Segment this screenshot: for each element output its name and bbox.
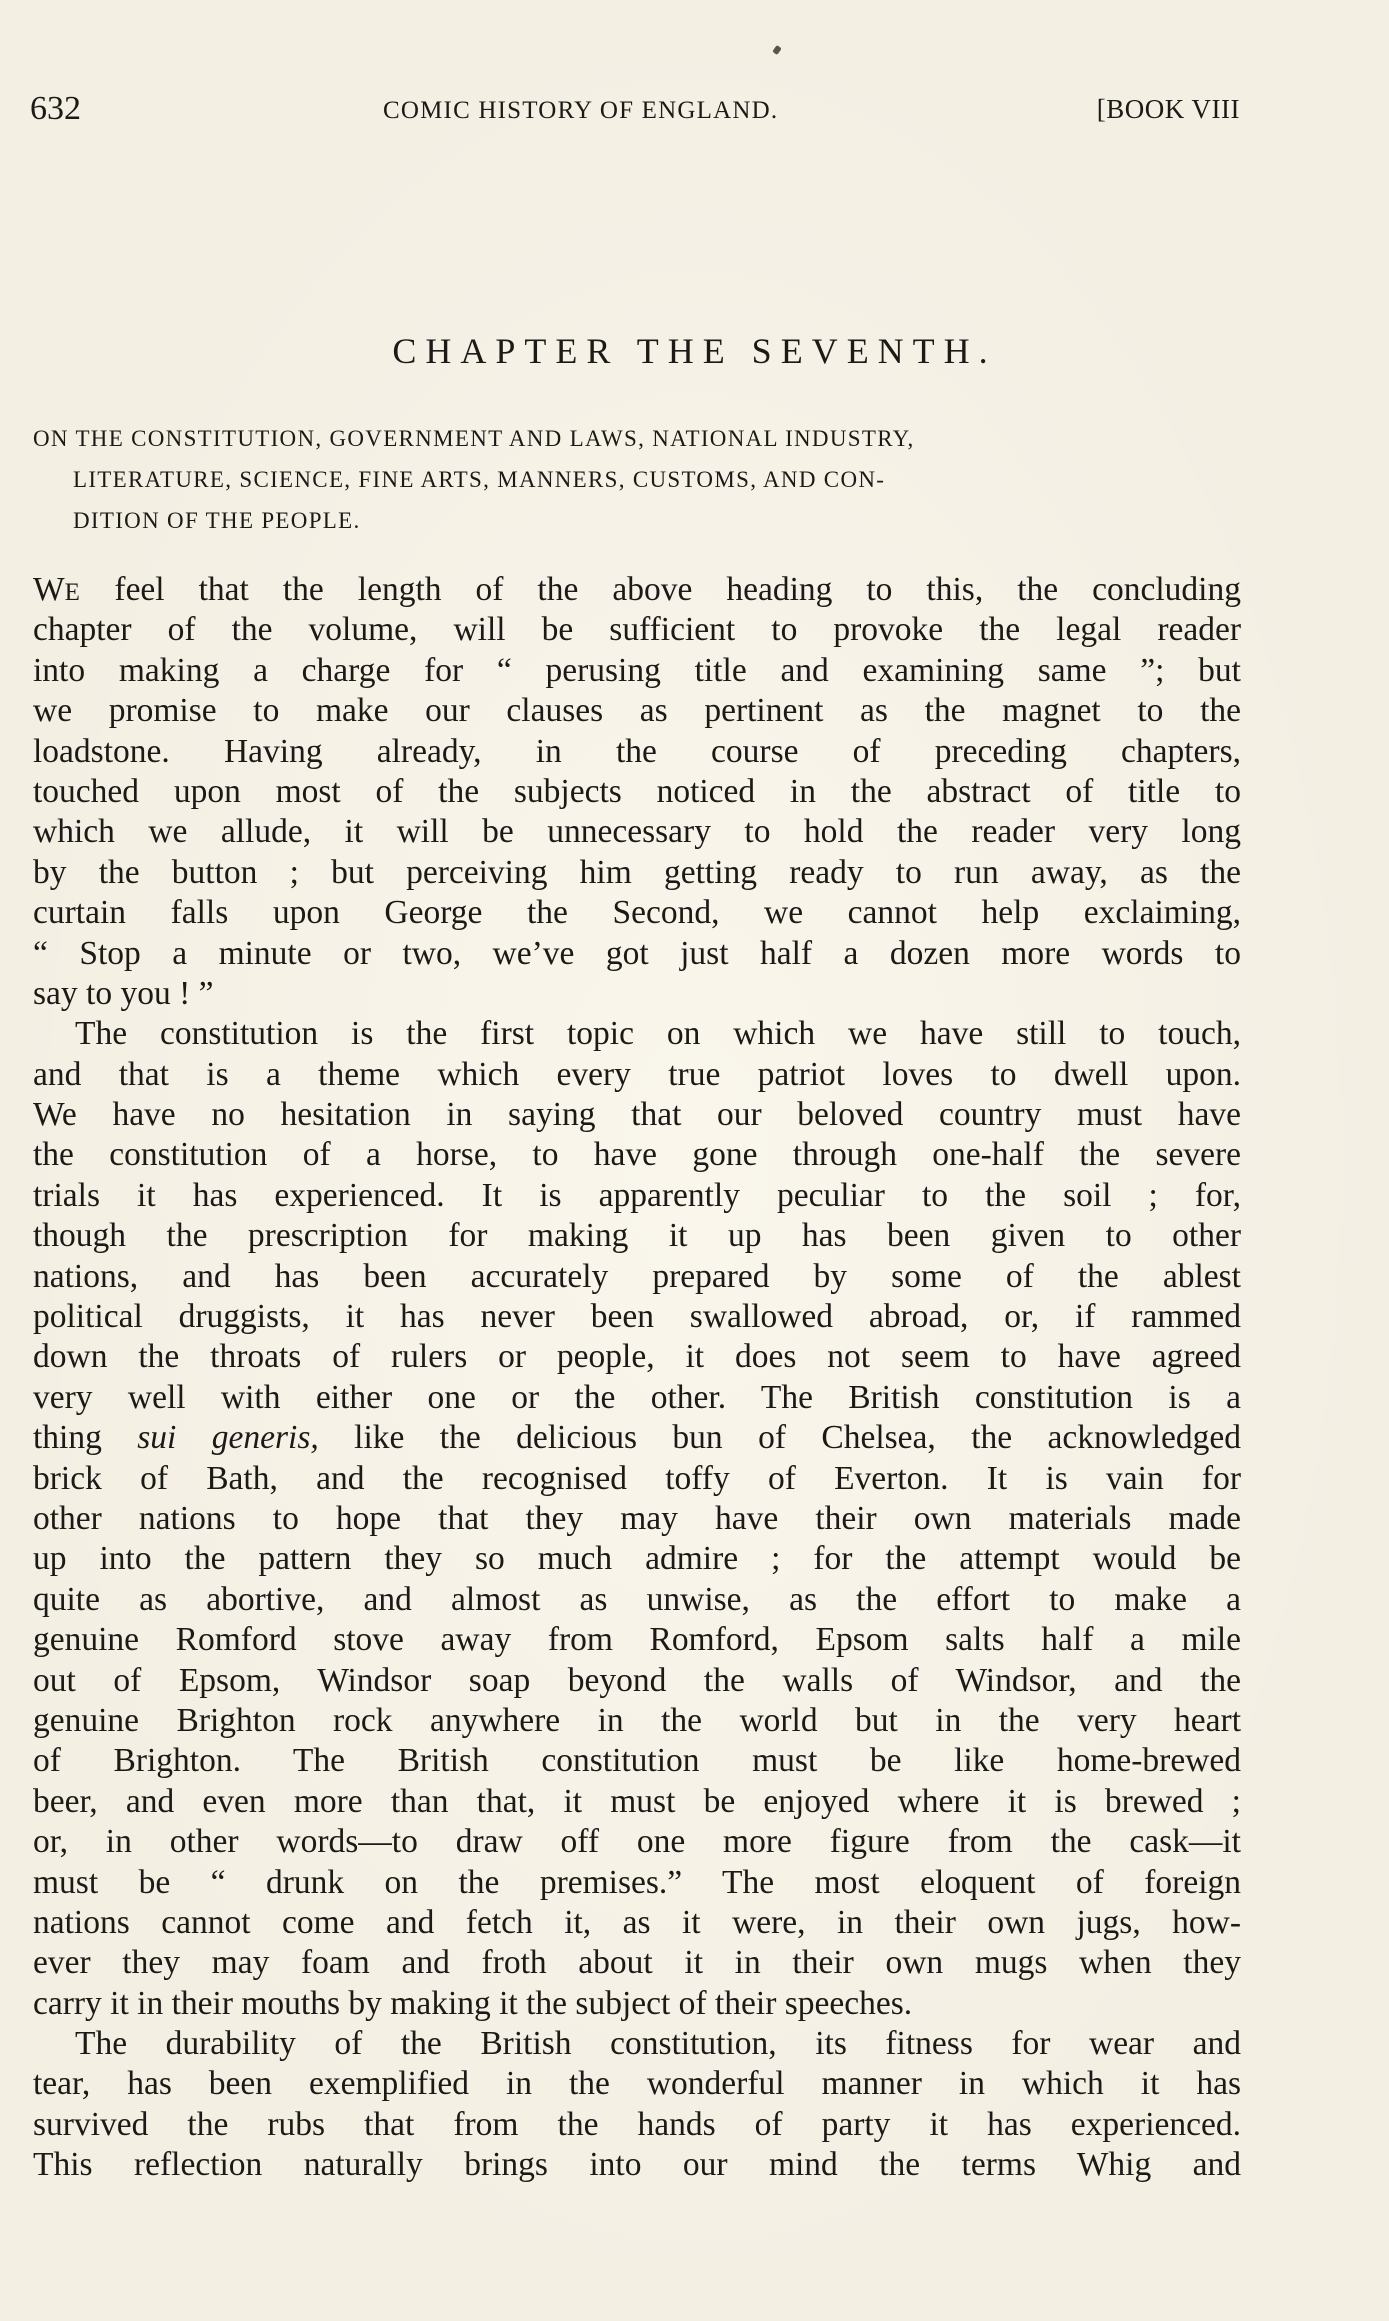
text-line: loadstone. Having already, in the course of preceding chapters, [33,732,1241,770]
text-line: curtain falls upon George the Second, we cannot help exclaiming, [33,894,1241,932]
text-line: brick of Bath, and the recognised toffy of Everton. It is vain for [33,1459,1241,1497]
text-line: thing sui generis, like the delicious bun of Chelsea, the acknowledged [33,1419,1241,1457]
text-line: The durability of the British constitution, its fitness for wear and [75,2025,1241,2063]
text-line: out of Epsom, Windsor soap beyond the walls of Windsor, and the [33,1661,1241,1699]
text-line: chapter of the volume, will be sufficient to provoke the legal reader [33,611,1241,649]
text-line: though the prescription for making it up has been given to other [33,1217,1241,1255]
text-line: up into the pattern they so much admire ; for the attempt would be [33,1540,1241,1578]
ink-speck [772,45,782,55]
page-number: 632 [30,90,81,127]
subtitle-line: LITERATURE, SCIENCE, FINE ARTS, MANNERS, CUSTOMS, AND CON- [73,467,886,492]
text-line: or, in other words—to draw off one more figure from the cask—it [33,1823,1241,1861]
body-text [33,570,1241,2186]
text-line: which we allude, it will be unnecessary to hold the reader very long [33,813,1241,851]
text-line: “ Stop a minute or two, we’ve got just half a dozen more words to [33,934,1241,972]
text-line: genuine Brighton rock anywhere in the world but in the very heart [33,1701,1241,1739]
text-line: The constitution is the first topic on which we have still to touch, [75,1015,1241,1053]
text-line: other nations to hope that they may have their own materials made [33,1499,1241,1537]
text-line: and that is a theme which every true patriot loves to dwell upon. [33,1055,1241,1093]
chapter-title: CHAPTER THE SEVENTH. [392,331,997,371]
text-line: the constitution of a horse, to have gone through one-half the severe [33,1136,1241,1174]
text-line: nations cannot come and fetch it, as it were, in their own jugs, how- [33,1903,1241,1941]
text-line: trials it has experienced. It is apparently peculiar to the soil ; for, [33,1176,1241,1214]
text-line: survived the rubs that from the hands of party it has experienced. [33,2105,1241,2143]
running-title: COMIC HISTORY OF ENGLAND. [383,97,779,124]
subtitle-line: ON THE CONSTITUTION, GOVERNMENT AND LAWS, NATIONAL INDUSTRY, [33,426,915,451]
text-line: This reflection naturally brings into our mind the terms Whig and [33,2146,1241,2184]
text-line: beer, and even more than that, it must be enjoyed where it is brewed ; [33,1782,1241,1820]
text-line: down the throats of rulers or people, it does not seem to have agreed [33,1338,1241,1376]
text-line: very well with either one or the other. The British constitution is a [33,1378,1241,1416]
text-line: by the button ; but perceiving him getting ready to run away, as the [33,853,1241,891]
text-line: we promise to make our clauses as pertinent as the magnet to the [33,692,1241,730]
text-line: WE feel that the length of the above heading to this, the concluding [33,571,1241,608]
text-line: carry it in their mouths by making it the subject of their speeches. [33,1984,913,2022]
text-line: quite as abortive, and almost as unwise, as the effort to make a [33,1580,1241,1618]
text-line: ever they may foam and froth about it in their own mugs when they [33,1944,1241,1982]
drop-word-cap: W [33,571,65,608]
text-line: We have no hesitation in saying that our beloved country must have [33,1096,1241,1134]
text-line: must be “ drunk on the premises.” The most eloquent of foreign [33,1863,1241,1901]
text-line: genuine Romford stove away from Romford, Epsom salts half a mile [33,1621,1241,1659]
italic-term: sui generis, [137,1419,319,1457]
text-line: nations, and has been accurately prepared by some of the ablest [33,1257,1241,1295]
drop-word-smallcaps: E [64,579,81,606]
running-head [30,90,1240,130]
text-line: say to you ! ” [33,974,214,1012]
text-line: touched upon most of the subjects noticed in the abstract of title to [33,772,1241,810]
subtitle-line: DITION OF THE PEOPLE. [73,508,361,533]
text-line: into making a charge for “ perusing title and examining same ”; but [33,651,1241,689]
chapter-subtitle [33,418,1238,541]
text-line: political druggists, it has never been swallowed abroad, or, if rammed [33,1298,1241,1336]
book-label: [BOOK VIII [1096,94,1240,124]
text-line: tear, has been exemplified in the wonderful manner in which it has [33,2065,1241,2103]
text-line: of Brighton. The British constitution must be like home-brewed [33,1742,1241,1780]
